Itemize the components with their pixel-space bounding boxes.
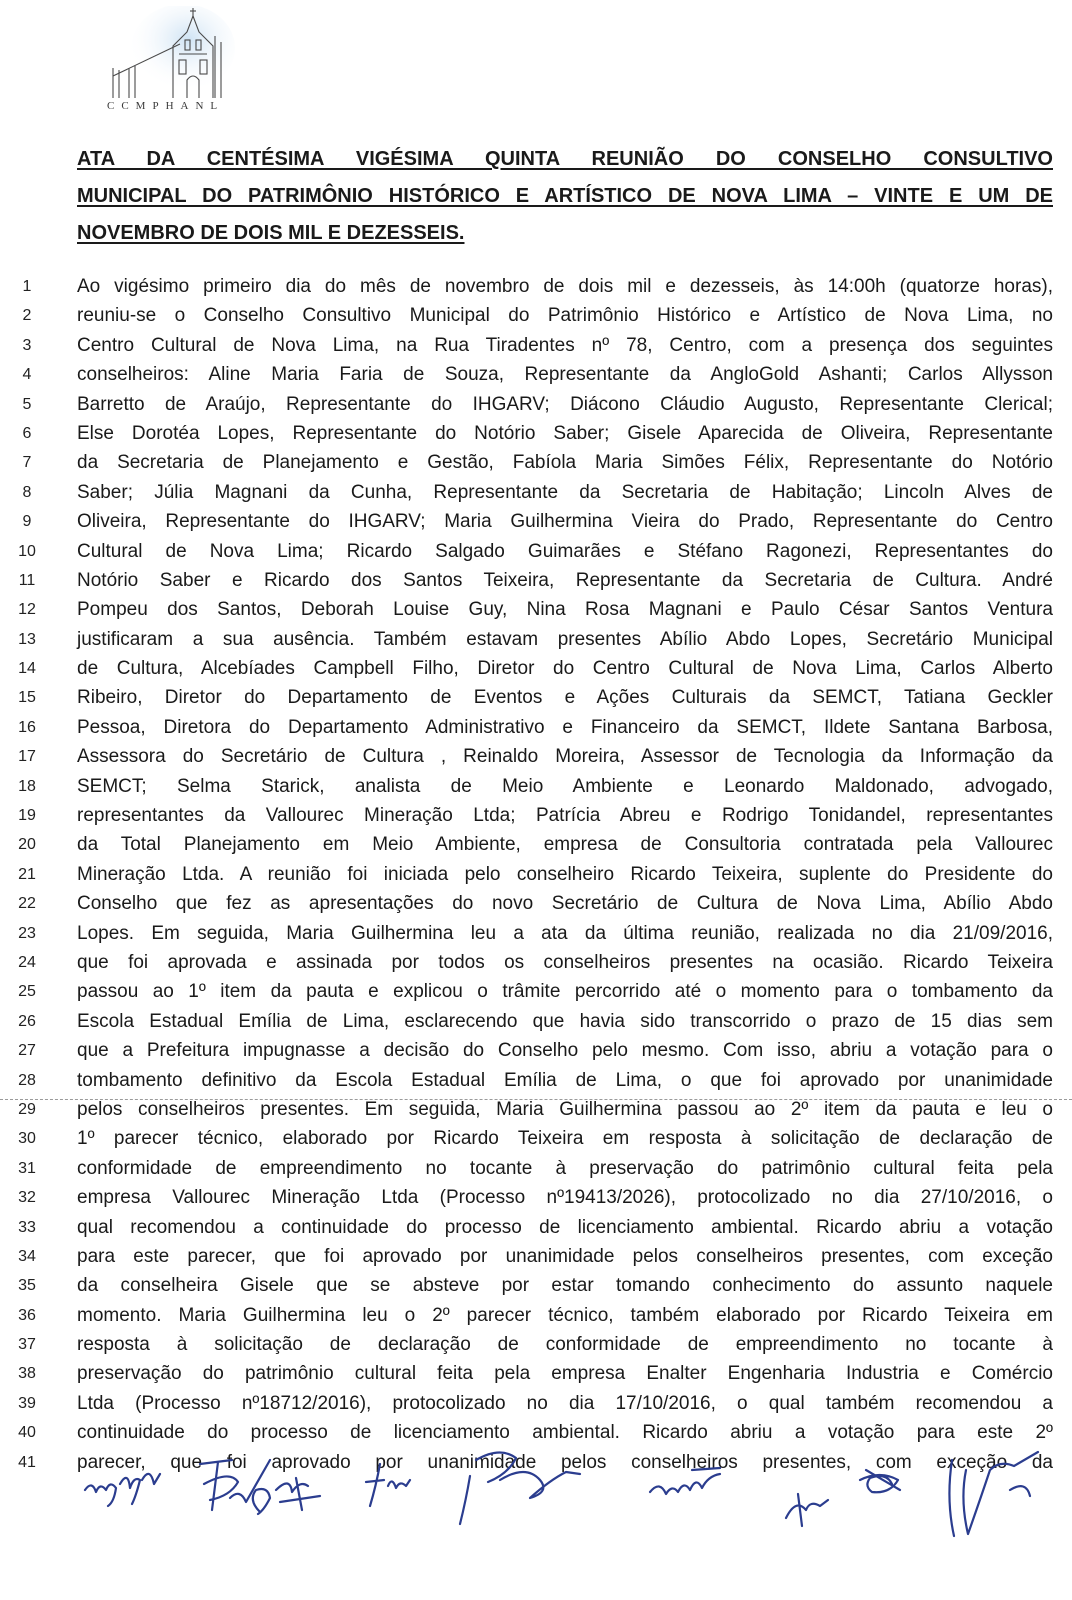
text-line: 1º parecer técnico, elaborado por Ricardo Teixeira em resposta à solicitação de declaração de [77, 1128, 1053, 1150]
text-line: Mineração Ltda. A reunião foi iniciada pelo conselheiro Ricardo Teixeira, suplente do Presidente do [77, 863, 1053, 885]
line-number: 24 [18, 953, 36, 971]
line-number: 21 [18, 865, 36, 883]
text-line: qual recomendou a continuidade do processo de licenciamento ambiental. Ricardo abriu a votação [77, 1216, 1053, 1238]
text-line: Lopes. Em seguida, Maria Guilhermina leu a ata da última reunião, realizada no dia 21/09/2016, [77, 922, 1053, 944]
text-line: Ltda (Processo nº18712/2016), protocolizado no dia 17/10/2016, o qual também recomendou a [77, 1392, 1053, 1414]
minutes-text [77, 272, 1053, 1477]
line-number: 35 [18, 1277, 36, 1295]
text-line: Escola Estadual Emília de Lima, esclarecendo que havia sido transcorrido o prazo de 15 dias sem [77, 1010, 1053, 1032]
text-line: continuidade do processo de licenciamento ambiental. Ricardo abriu a votação para este 2º [77, 1422, 1053, 1444]
text-line: Saber; Júlia Magnani da Cunha, Representante da Secretaria de Habitação; Lincoln Alves de [77, 481, 1053, 503]
line-number: 8 [22, 483, 32, 501]
text-line: Assessora do Secretário de Cultura , Reinaldo Moreira, Assessor de Tecnologia da Informação da [77, 746, 1053, 768]
page-fold-line [0, 1099, 1072, 1100]
line-number: 29 [18, 1100, 36, 1118]
text-line: conformidade de empreendimento no tocante à preservação do patrimônio cultural feita pela [77, 1157, 1053, 1179]
text-line: Oliveira, Representante do IHGARV; Maria Guilhermina Vieira do Prado, Representante do Centro [77, 511, 1053, 533]
text-line: preservação do patrimônio cultural feita pela empresa Enalter Engenharia Industria e Comércio [77, 1363, 1053, 1385]
text-line: conselheiros: Aline Maria Faria de Souza, Representante da AngloGold Ashanti; Carlos Allysson [77, 364, 1053, 386]
line-number: 17 [18, 748, 36, 766]
text-line: reuniu-se o Conselho Consultivo Municipal do Patrimônio Histórico e Artístico de Nova Lima, no [77, 305, 1053, 327]
line-number: 27 [18, 1042, 36, 1060]
text-line: da Secretaria de Planejamento e Gestão, Fabíola Maria Simões Félix, Representante do Notório [77, 452, 1053, 474]
line-number: 30 [18, 1130, 36, 1148]
line-number: 1 [22, 278, 32, 295]
line-number: 26 [18, 1012, 36, 1030]
text-line: Pessoa, Diretora do Departamento Administrativo e Financeiro da SEMCT, Ildete Santana Barbosa, [77, 716, 1053, 738]
text-line: Ao vigésimo primeiro dia do mês de novembro de dois mil e dezesseis, às 14:00h (quatorze horas), [77, 276, 1053, 297]
line-number: 18 [18, 777, 36, 795]
title-line-3: NOVEMBRO DE DOIS MIL E DEZESSEIS. [77, 222, 465, 244]
logo-lettering: CCMPHANL [107, 100, 225, 112]
church-drawing-icon [95, 6, 245, 106]
line-number: 19 [18, 807, 36, 825]
line-number: 16 [18, 718, 36, 736]
text-line: resposta à solicitação de declaração de conformidade de empreendimento no tocante à [77, 1334, 1053, 1356]
text-line: SEMCT; Selma Starick, analista de Meio Ambiente e Leonardo Maldonado, advogado, [77, 775, 1053, 797]
line-number: 33 [18, 1218, 36, 1236]
title-line-1: ATA DA CENTÉSIMA VIGÉSIMA QUINTA REUNIÃO DO CONSELHO CONSULTIVO [77, 148, 1053, 170]
line-number: 39 [18, 1394, 36, 1412]
text-line: que foi aprovada e assinada por todos os conselheiros presentes na ocasião. Ricardo Teixeira [77, 951, 1053, 973]
line-number: 25 [18, 983, 36, 1001]
line-number: 14 [18, 660, 36, 678]
text-line: tombamento definitivo da Escola Estadual Emília de Lima, o que foi aprovado por unanimidade [77, 1069, 1053, 1091]
line-number: 37 [18, 1336, 36, 1354]
text-line: da Total Planejamento em Meio Ambiente, empresa de Consultoria contratada pela Vallourec [77, 834, 1053, 856]
line-number: 38 [18, 1365, 36, 1383]
handwritten-signatures-icon [80, 1440, 1070, 1600]
signatures-area [80, 1440, 1070, 1600]
council-logo [95, 6, 245, 118]
text-line: parecer, que foi aprovado por unanimidade pelos conselheiros presentes, com exceção da [77, 1451, 1053, 1473]
line-number: 22 [18, 895, 36, 913]
text-line: momento. Maria Guilhermina leu o 2º parecer técnico, também elaborado por Ricardo Teixeira em [77, 1304, 1053, 1326]
text-line: Cultural de Nova Lima; Ricardo Salgado Guimarães e Stéfano Ragonezi, Representantes do [77, 540, 1053, 562]
text-line: para este parecer, que foi aprovado por unanimidade pelos conselheiros presentes, com exceção [77, 1245, 1053, 1267]
text-line: Notório Saber e Ricardo dos Santos Teixeira, Representante da Secretaria de Cultura. André [77, 569, 1053, 591]
line-number: 7 [22, 454, 32, 472]
line-number: 2 [22, 307, 32, 325]
text-line: Conselho que fez as apresentações do novo Secretário de Cultura de Nova Lima, Abílio Abdo [77, 893, 1053, 915]
line-number: 31 [18, 1159, 36, 1177]
line-number: 10 [18, 542, 36, 560]
text-line: de Cultura, Alcebíades Campbell Filho, Diretor do Centro Cultural de Nova Lima, Carlos Alberto [77, 658, 1053, 680]
line-number: 6 [22, 424, 32, 442]
document-title [77, 141, 1053, 252]
text-line: representantes da Vallourec Mineração Ltda; Patrícia Abreu e Rodrigo Tonidandel, representantes [77, 805, 1053, 827]
line-number: 15 [18, 689, 36, 707]
line-number: 11 [18, 571, 36, 589]
text-line: que a Prefeitura impugnasse a decisão do Conselho pelo mesmo. Com isso, abriu a votação para o [77, 1040, 1053, 1062]
text-line: justificaram a sua ausência. Também estavam presentes Abílio Abdo Lopes, Secretário Municipal [77, 628, 1053, 650]
line-number: 3 [22, 336, 32, 354]
line-number: 41 [18, 1453, 36, 1471]
line-number: 9 [22, 513, 32, 531]
text-line: Else Dorotéa Lopes, Representante do Notório Saber; Gisele Aparecida de Oliveira, Representante [77, 422, 1053, 444]
line-number: 5 [22, 395, 32, 413]
line-number: 13 [18, 630, 36, 648]
line-number: 20 [18, 836, 36, 854]
text-line: passou ao 1º item da pauta e explicou o trâmite percorrido até o momento para o tombamento da [77, 981, 1053, 1003]
line-number: 4 [22, 366, 32, 384]
line-number: 36 [18, 1306, 36, 1324]
text-line: Ribeiro, Diretor do Departamento de Eventos e Ações Culturais da SEMCT, Tatiana Geckler [77, 687, 1053, 709]
text-line: pelos conselheiros presentes. Em seguida, Maria Guilhermina passou ao 2º item da pauta e leu o [77, 1098, 1053, 1120]
line-number: 12 [18, 601, 36, 619]
title-line-2: MUNICIPAL DO PATRIMÔNIO HISTÓRICO E ARTÍSTICO DE NOVA LIMA – VINTE E UM DE [77, 185, 1053, 207]
text-line: Pompeu dos Santos, Deborah Louise Guy, Nina Rosa Magnani e Paulo César Santos Ventura [77, 599, 1053, 621]
line-number: 28 [18, 1071, 36, 1089]
line-number: 40 [18, 1424, 36, 1442]
line-number: 32 [18, 1189, 36, 1207]
text-line: Barretto de Araújo, Representante do IHGARV; Diácono Cláudio Augusto, Representante Clerical; [77, 393, 1053, 415]
text-line: da conselheira Gisele que se absteve por estar tomando conhecimento do assunto naquele [77, 1275, 1053, 1297]
line-number-column [12, 272, 42, 1477]
line-number: 23 [18, 924, 36, 942]
line-number: 34 [18, 1247, 36, 1265]
text-line: empresa Vallourec Mineração Ltda (Processo nº19413/2026), protocolizado no dia 27/10/2016, o [77, 1187, 1053, 1209]
text-line: Centro Cultural de Nova Lima, na Rua Tiradentes nº 78, Centro, com a presença dos seguintes [77, 334, 1053, 356]
